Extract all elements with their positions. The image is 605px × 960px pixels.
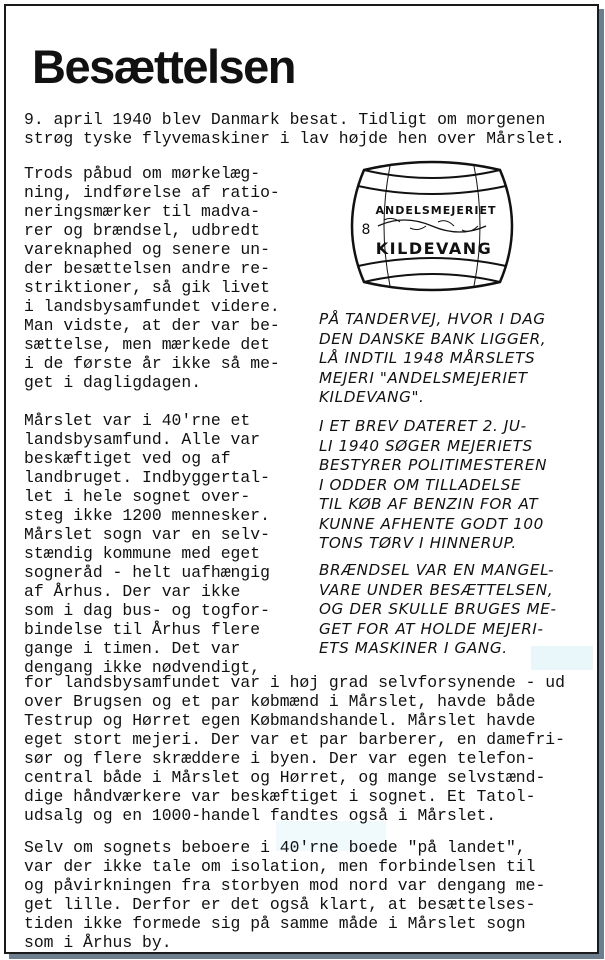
- page-title: Besættelsen: [32, 40, 295, 93]
- barrel-illustration: [334, 156, 530, 296]
- barrel-label-top: ANDELSMEJERIET: [375, 204, 497, 217]
- document-page: [4, 4, 599, 954]
- barrel-label-bottom: KILDEVANG: [375, 239, 493, 258]
- caption-letter-1940: I ET BREV DATERET 2. JU- LI 1940 SØGER MEJERIETS BESTYRER POLITIMESTEREN I ODDER OM TILLADELSE TIL KØB AF BENZIN FOR AT KUNNE AFHENTE GODT 100 TONS TØRV I HINNERUP.: [319, 417, 548, 552]
- paragraph-self-sufficient: for landsbysamfundet var i høj grad selvforsynende - ud over Brugsen og et par købmænd i Mårslet, havde både Testrup og Hørret egen Købmandshandel. Mårslet havde eget stort mejeri. Der var et par barberer, en damefri- sør og flere skræddere i byen. Der var egen telefon- central både i Mårslet og Hørret, og mange selvstænd- dige håndværkere var beskæftiget i sognet. Et Tatol- udsalg og en 1000-handel fandtes også i Mårslet.: [24, 673, 565, 825]
- paragraph-village: Mårslet var i 40'rne et landsbysamfund. Alle var beskæftiget ved og af landbruget. Indbyggertal- let i hele sognet over- steg ikke 1200 mennesker. Mårslet sogn var en selv- stændig kommune med eget sogneråd - helt uafhængig af Århus. Der var ikke som i dag bus- og togfor- bindelse til Århus flere gange i timen. Det var dengang ikke nødvendigt,: [24, 411, 270, 677]
- dairy-barrel-icon: [334, 156, 530, 296]
- barrel-side-number: 8: [361, 222, 371, 238]
- caption-dairy-location: PÅ TANDERVEJ, HVOR I DAG DEN DANSKE BANK LIGGER, LÅ INDTIL 1948 MÅRSLETS MEJERI "ANDELSMEJERIET KILDEVANG".: [319, 310, 547, 406]
- left-column: [24, 164, 286, 696]
- intro-paragraph: 9. april 1940 blev Danmark besat. Tidligt om morgenen strøg tyske flyvemaskiner i lav højde hen over Mårslet.: [24, 110, 565, 148]
- paragraph-blackout: Trods påbud om mørkelæg- ning, indførelse af ratio- neringsmærker til madva- rer og brændsel, udbredt vareknaphed og senere un- der besættelsen andre re- striktioner, så gik livet i landsbysamfundet videre. Man vidste, at der var be- sættelse, men mærkede det i de første år ikke så me- get i dagligdagen.: [24, 164, 280, 392]
- caption-fuel-shortage: BRÆNDSEL VAR EN MANGEL- VARE UNDER BESÆTTELSEN, OG DER SKULLE BRUGES ME- GET FOR AT HOLDE MEJERI- ETS MASKINER I GANG.: [319, 561, 557, 657]
- paragraph-isolation: Selv om sognets beboere i 40'rne boede "på landet", var der ikke tale om isolation, men forbindelsen til og påvirkningen fra storbyen mod nord var dengang me- get lille. Derfor er det også klart, at besættelses- tiden ikke formede sig på samme måde i Mårslet sogn som i Århus by.: [24, 838, 546, 952]
- full-width-column: [24, 673, 589, 954]
